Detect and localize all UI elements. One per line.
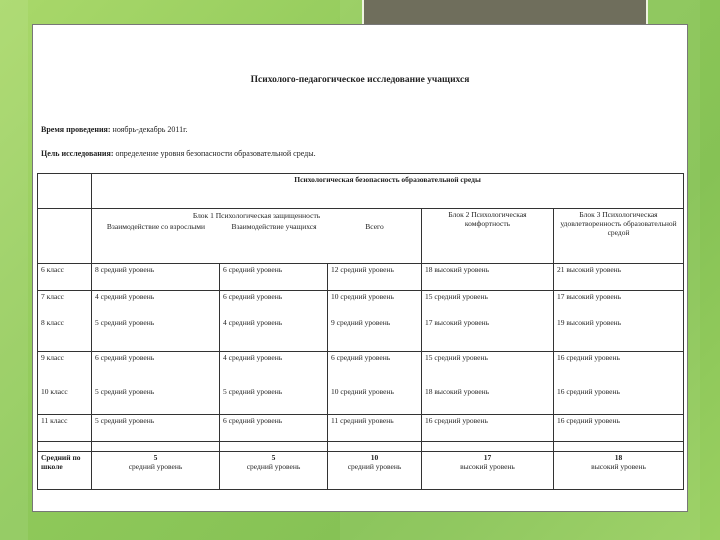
- average-value: 18: [614, 453, 623, 462]
- class-cell: 7 класс: [41, 292, 64, 301]
- value-cell: 19 высокий уровень: [557, 318, 622, 327]
- block1-header: [92, 209, 422, 264]
- value-cell: 12 средний уровень: [328, 264, 422, 291]
- value-cell: 16 средний уровень: [422, 415, 554, 442]
- table-header-row: [38, 209, 684, 264]
- document-sheet: [32, 24, 688, 512]
- block2-header: Блок 2 Психологическая комфортность: [422, 209, 554, 264]
- research-goal: [41, 149, 316, 158]
- average-level: средний уровень: [347, 462, 402, 471]
- value-cell: 5 средний уровень: [95, 318, 155, 327]
- value-cell: 15 средний уровень: [425, 292, 488, 301]
- value-cell: 15 средний уровень: [425, 353, 488, 362]
- class-cell: 9 класс: [41, 353, 64, 362]
- value-cell: 6 средний уровень: [223, 292, 283, 301]
- spacer-row: [38, 442, 684, 452]
- value-cell: 18 высокий уровень: [422, 264, 554, 291]
- block1-sub-total: Всего: [365, 222, 384, 231]
- average-level: высокий уровень: [591, 462, 646, 471]
- value-cell: 8 средний уровень: [92, 264, 220, 291]
- value-cell: 10 средний уровень: [331, 387, 394, 396]
- value-cell: 6 средний уровень: [95, 353, 155, 362]
- block1-sub-adults: Взаимодействие со взрослыми: [106, 222, 206, 231]
- average-value: 5: [153, 453, 158, 462]
- value-cell: 16 средний уровень: [557, 387, 620, 396]
- research-time-label: Время проведения:: [41, 125, 111, 134]
- value-cell: 5 средний уровень: [223, 387, 283, 396]
- value-cell: 5 средний уровень: [95, 387, 155, 396]
- value-cell: 17 высокий уровень: [557, 292, 622, 301]
- average-row: [38, 452, 684, 490]
- value-cell: 6 средний уровень: [331, 353, 391, 362]
- average-level: средний уровень: [246, 462, 301, 471]
- value-cell: 4 средний уровень: [223, 318, 283, 327]
- value-cell: 17 высокий уровень: [425, 318, 490, 327]
- average-value: 5: [271, 453, 276, 462]
- value-cell: 11 средний уровень: [328, 415, 422, 442]
- value-cell: 6 средний уровень: [220, 415, 328, 442]
- empty-corner-cell: [38, 174, 92, 209]
- table-row: [38, 264, 684, 291]
- average-value: 10: [370, 453, 379, 462]
- value-cell: 10 средний уровень: [331, 292, 394, 301]
- table-header-row: [38, 174, 684, 209]
- class-cell: 8 класс: [41, 318, 64, 327]
- research-time: [41, 125, 187, 134]
- research-goal-label: Цель исследования:: [41, 149, 114, 158]
- class-cell: 11 класс: [38, 415, 92, 442]
- value-cell: 6 средний уровень: [220, 264, 328, 291]
- research-time-value: ноябрь-декабрь 2011г.: [112, 125, 188, 134]
- value-cell: 4 средний уровень: [95, 292, 155, 301]
- table-row: [38, 352, 684, 415]
- value-cell: 5 средний уровень: [92, 415, 220, 442]
- value-cell: 4 средний уровень: [223, 353, 283, 362]
- block1-title: Блок 1 Психологическая защищенность: [192, 211, 321, 220]
- document-title: Психолого-педагогическое исследование учащихся: [250, 75, 470, 85]
- block3-header: Блок 3 Психологическая удовлетворенность образовательной средой: [554, 209, 684, 264]
- value-cell: 16 средний уровень: [557, 353, 620, 362]
- table-row: [38, 291, 684, 352]
- header-main: Психологическая безопасность образовательной среды: [92, 174, 684, 209]
- average-value: 17: [483, 453, 492, 462]
- average-level: средний уровень: [128, 462, 183, 471]
- value-cell: 16 средний уровень: [554, 415, 684, 442]
- research-goal-value: определение уровня безопасности образовательной среды.: [115, 149, 316, 158]
- block1-sub-students: Взаимодействие учащихся: [231, 222, 317, 231]
- class-cell: 10 класс: [41, 387, 68, 396]
- value-cell: 9 средний уровень: [331, 318, 391, 327]
- empty-corner-cell: [38, 209, 92, 264]
- results-table: [37, 173, 684, 490]
- average-label: Средний по школе: [38, 452, 92, 490]
- class-cell: 6 класс: [38, 264, 92, 291]
- value-cell: 21 высокий уровень: [554, 264, 684, 291]
- value-cell: 18 высокий уровень: [425, 387, 490, 396]
- average-level: высокий уровень: [460, 462, 515, 471]
- background-stripe: [0, 0, 28, 540]
- table-row: [38, 415, 684, 442]
